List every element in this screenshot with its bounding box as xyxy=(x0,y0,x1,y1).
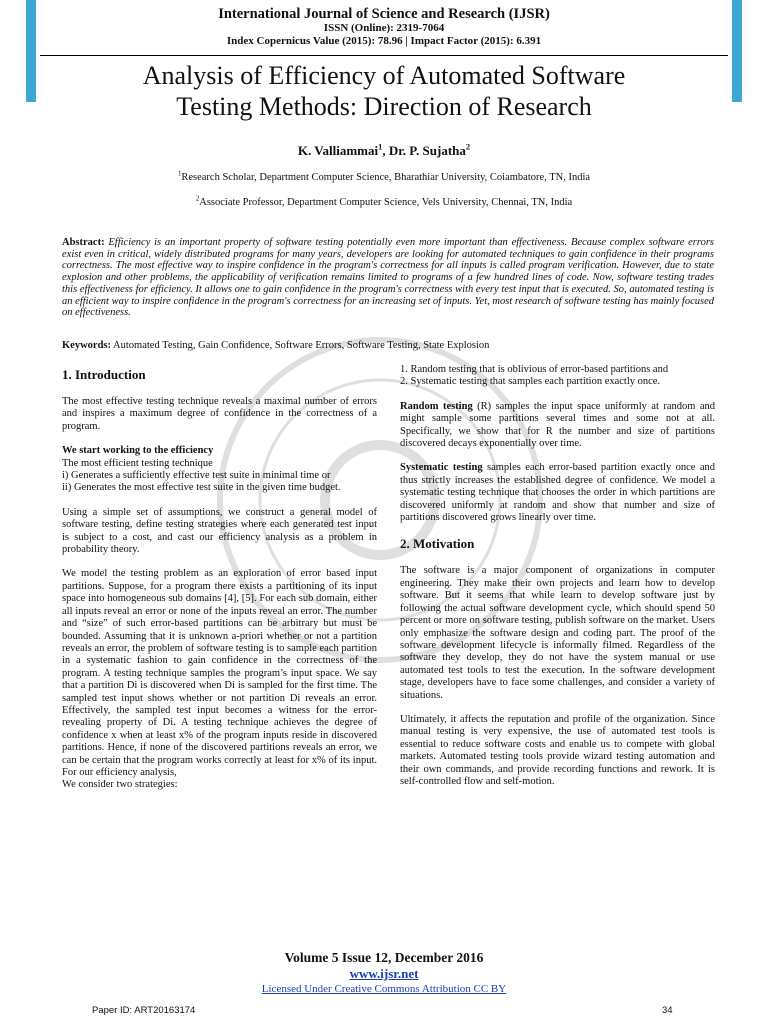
strategy-1: 1. Random testing that is oblivious of error-based partitions and xyxy=(400,364,669,375)
left-column xyxy=(62,364,377,792)
random-testing-text: (R) samples the input space uniformly at random and might sample some partitions several times and some not at all. Specifically, we show that for R the number and size of partitions discovered decays exponentially over time. xyxy=(400,400,715,450)
keywords-text: Automated Testing, Gain Confidence, Software Errors, Software Testing, State Explosion xyxy=(113,340,490,351)
paper-id: Paper ID: ART20163174 xyxy=(92,1005,196,1016)
title-line-2: Testing Methods: Direction of Research xyxy=(176,92,592,121)
keywords xyxy=(62,340,714,351)
systematic-testing-label: Systematic testing xyxy=(400,462,483,474)
abstract-text: Efficiency is an important property of software testing potentially even more important than effectiveness. Because complex software errors exist even in critical, widely distributed programs for many years, developers are looking for automated techniques to gain confidence in their programs correctness. The most effective way to inspire confidence in the program's correctness for all inputs is called program verification. However, due to state explosion and other problems, the applicability of verification remains limited to programs of a few hundred lines of code. Now, software testing trades this effectiveness for efficiency. It allows one to gain confidence in the program's correctness with every test input that is executed. So, automated testing is an efficient way to inspire confidence in the program's correctness for an increasing set of inputs. Yet, most research of software testing has mainly focused on effectiveness. xyxy=(62,237,715,319)
header-rule xyxy=(40,55,728,56)
random-testing-paragraph xyxy=(400,401,715,451)
author-2-sup: 2 xyxy=(465,141,471,152)
section-heading-introduction: 1. Introduction xyxy=(62,367,146,382)
footer-url-link[interactable]: www.ijsr.net xyxy=(349,966,419,981)
subheading-efficiency: We start working to the efficiency xyxy=(62,445,214,457)
intro-paragraph-2: Using a simple set of assumptions, we construct a general model of software testing, define testing strategies where each generated test input is subject to a cost, and cast our efficiency analysis as a problem in probability theory. xyxy=(62,506,377,556)
efficiency-line-2: i) Generates a sufficiently effective test suite in minimal time or xyxy=(62,470,331,482)
affiliation-1-text: Research Scholar, Department Computer Science, Bharathiar University, Coiambatore, TN, India xyxy=(181,172,591,183)
efficiency-line-3: ii) Generates the most effective test suite in the given time budget. xyxy=(62,482,341,494)
systematic-testing-text: samples each error-based partition exactly once and thus strictly increases the established degree of confidence. We model a systematic testing technique that chooses the order in which partitions are discovered uniformly at random and show that number and size of partitions discovered grows linearly over time. xyxy=(400,462,716,524)
keywords-label: Keywords: xyxy=(62,340,111,351)
title-line-1: Analysis of Efficiency of Automated Software xyxy=(142,61,626,90)
page-number: 34 xyxy=(662,1005,673,1016)
footer-volume: Volume 5 Issue 12, December 2016 xyxy=(284,950,484,965)
strategies-line: We consider two strategies: xyxy=(62,779,178,791)
abstract xyxy=(62,237,714,319)
affiliation-1 xyxy=(0,172,768,183)
abstract-label: Abstract: xyxy=(62,237,105,248)
journal-name: International Journal of Science and Research (IJSR) xyxy=(218,6,550,22)
author-1-sup: 1 xyxy=(378,141,383,152)
section-heading-motivation: 2. Motivation xyxy=(400,536,475,552)
author-1: K. Valliammai xyxy=(297,143,379,158)
journal-header xyxy=(0,6,768,48)
motivation-paragraph-2: Ultimately, it affects the reputation and profile of the organization. Since manual testing is very expensive, the use of automated test tools is essential to reduce software costs and enable us to compete with global markets. Automated testing tools provide wizard testing automation and their own commands, and provide recording functions and rework. It is self-controlled flow and self-motion. xyxy=(400,713,715,787)
footer-license-link[interactable]: Licensed Under Creative Commons Attribution CC BY xyxy=(261,983,507,995)
page-footer xyxy=(0,950,768,996)
affiliation-2 xyxy=(0,197,768,208)
strategy-2: 2. Systematic testing that samples each partition exactly once. xyxy=(400,376,661,388)
paper-title xyxy=(60,60,708,122)
journal-issn: ISSN (Online): 2319-7064 xyxy=(323,22,445,34)
affiliation-2-sup: 2 xyxy=(195,195,200,203)
motivation-paragraph-1: The software is a major component of organizations in computer engineering. They make their own projects and learn how to develop software. But it seems that while learn to develop software just by following the actual software development cycle, which should spend 50 percent or more on software testing, publish software on the market. Users only emphasize the software design and coding part. The proof of the software development lifecycle is informally filmed. Regardless of the software they develop, they do not have the system manual or use automated test tools to test the execution. In the software development stage, developers have to face some challenges, and consider a variety of situations. xyxy=(400,565,715,701)
author-list xyxy=(0,143,768,159)
random-testing-label: Random testing xyxy=(400,400,473,412)
author-sep: , xyxy=(382,143,389,158)
intro-paragraph-1: The most effective testing technique reveals a maximal number of errors and inspires a maximum degree of confidence in the correctness of a program. xyxy=(62,396,377,432)
intro-paragraph-3: We model the testing problem as an exploration of error based input partitions. Suppose, for a program there exists a partitioning of its input space into homogeneous sub domains [4], [5]. For each sub domain, either all inputs reveal an error or none of the inputs reveal an error. The number and “size” of such error-based partitions can be arbitrary but must be bounded. Assuming that it is unknown a-priori whether or not a partition reveals an error, the problem of software testing is to sample each partition in a systematic fashion to gain confidence in the correctness of the program. A testing technique samples the program’s input space. We say that a partition Di is discovered when Di is sampled for the first time. The sampled test input shows whether or not partition Di reveals an error. Effectively, the sampled test input becomes a witness for the error-revealing property of Di. A testing technique achieves the degree of confidence x when at least x% of the program inputs reside in discovered partitions. Hence, if none of the discovered partitions reveals an error, we can be certain that the program works correctly at least for x% of its input. For our efficiency analysis, xyxy=(62,568,377,778)
journal-index: Index Copernicus Value (2015): 78.96 | Impact Factor (2015): 6.391 xyxy=(226,35,542,47)
affiliation-1-sup: 1 xyxy=(177,170,182,178)
efficiency-line-1: The most efficient testing technique xyxy=(62,457,213,469)
right-column xyxy=(400,364,715,800)
affiliation-2-text: Associate Professor, Department Computer Science, Vels University, Chennai, TN, India xyxy=(199,197,573,208)
author-2: Dr. P. Sujatha xyxy=(388,143,466,158)
systematic-testing-paragraph xyxy=(400,462,715,524)
